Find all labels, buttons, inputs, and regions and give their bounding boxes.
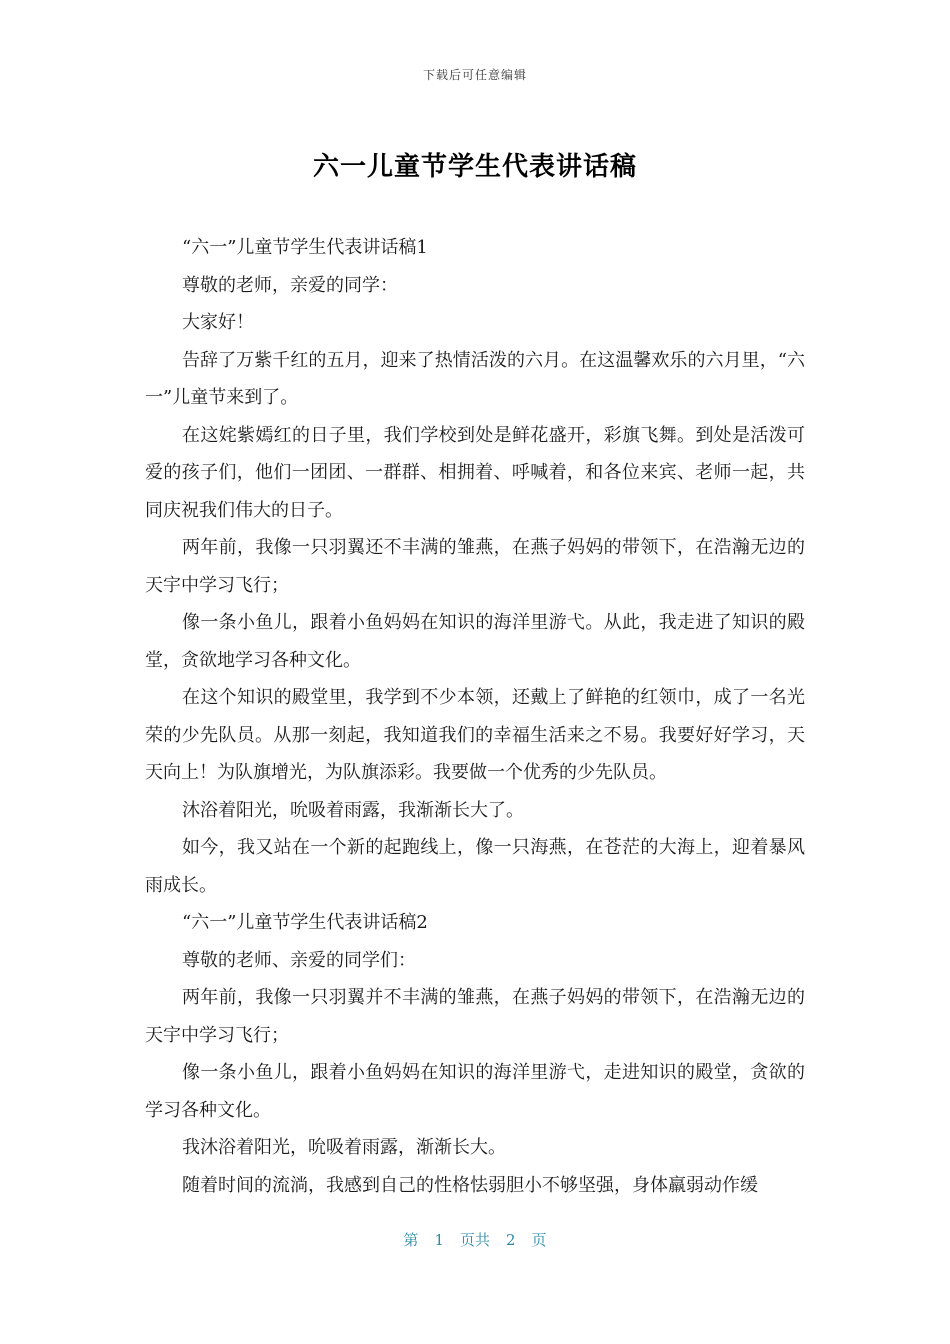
- current-page-number: 1: [434, 1231, 444, 1249]
- body-paragraph: 像一条小鱼儿，跟着小鱼妈妈在知识的海洋里游弋。从此，我走进了知识的殿堂，贪欲地学习各种文化。: [145, 612, 805, 671]
- greeting: 大家好！: [182, 312, 254, 333]
- salutation: 尊敬的老师，亲爱的同学：: [182, 274, 398, 296]
- body-paragraph: 像一条小鱼儿，跟着小鱼妈妈在知识的海洋里游弋，走进知识的殿堂，贪欲的学习各种文化。: [145, 1062, 805, 1121]
- total-pages-number: 2: [506, 1231, 516, 1249]
- body-paragraph: 如今，我又站在一个新的起跑线上，像一只海燕，在苍茫的大海上，迎着暴风雨成长。: [145, 837, 805, 896]
- section-heading-2: “六一”儿童节学生代表讲话稿2: [182, 912, 428, 933]
- page-label-suffix: 页: [531, 1231, 547, 1249]
- body-paragraph: 在这姹紫嫣红的日子里，我们学校到处是鲜花盛开，彩旗飞舞。到处是活泼可爱的孩子们，他们一团团、一群群、相拥着、呼喊着，和各位来宾、老师一起，共同庆祝我们伟大的日子。: [145, 424, 805, 521]
- body-paragraph: 沐浴着阳光，吮吸着雨露，我渐渐长大了。: [182, 799, 524, 821]
- body-paragraph: 随着时间的流淌，我感到自己的性格怯弱胆小不够坚强，身体羸弱动作缓: [182, 1174, 758, 1196]
- body-paragraph: 两年前，我像一只羽翼并不丰满的雏燕，在燕子妈妈的带领下，在浩瀚无边的天宇中学习飞行；: [145, 987, 805, 1046]
- body-paragraph: 告辞了万紫千红的五月，迎来了热情活泼的六月。在这温馨欢乐的六月里，“六一”儿童节来到了。: [145, 349, 805, 408]
- document-title: 六一儿童节学生代表讲话稿: [312, 152, 637, 182]
- page-label-mid: 页共: [459, 1231, 490, 1249]
- body-paragraph: 我沐浴着阳光，吮吸着雨露，渐渐长大。: [182, 1137, 506, 1158]
- header-note: 下载后可任意编辑: [422, 68, 527, 82]
- page-label-prefix: 第: [403, 1231, 419, 1249]
- page-footer: [0, 1229, 950, 1250]
- document-body: [145, 229, 805, 1204]
- body-paragraph: 在这个知识的殿堂里，我学到不少本领，还戴上了鲜艳的红领巾，成了一名光荣的少先队员。从那一刻起，我知道我们的幸福生活来之不易。我要好好学习，天天向上！为队旗增光，为队旗添彩。我要做一个优秀的少先队员。: [145, 687, 805, 783]
- section-heading-1: “六一”儿童节学生代表讲话稿1: [182, 237, 428, 258]
- salutation: 尊敬的老师、亲爱的同学们：: [182, 949, 416, 971]
- body-paragraph: 两年前，我像一只羽翼还不丰满的雏燕，在燕子妈妈的带领下，在浩瀚无边的天宇中学习飞行；: [145, 537, 805, 596]
